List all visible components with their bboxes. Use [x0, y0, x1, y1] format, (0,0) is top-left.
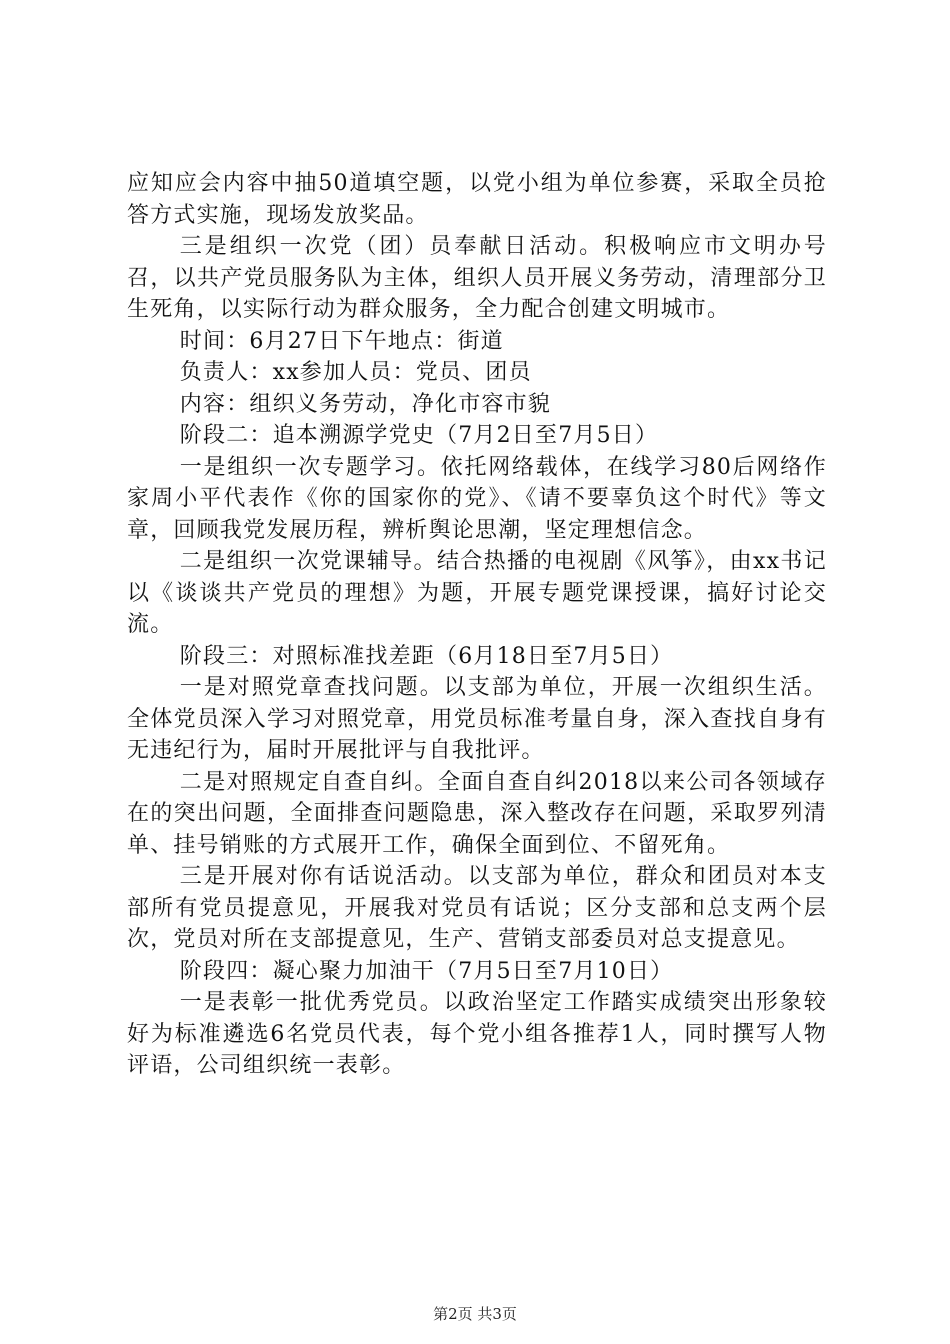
section-heading-stage-3: 阶段三：对照标准找差距（6月18日至7月5日） [179, 643, 674, 669]
paragraph-8: 二是组织一次党课辅导。结合热播的电视剧《风筝》，由xx书记以《谈谈共产党员的理想》为题，开展专题党课授课，搞好讨论交流。 [127, 549, 827, 637]
paragraph-1: 应知应会内容中抽50道填空题，以党小组为单位参赛，采取全员抢答方式实施，现场发放奖品。 [127, 171, 827, 228]
paragraph-7: 一是组织一次专题学习。依托网络载体，在线学习80后网络作家周小平代表作《你的国家你的党》、《请不要辜负这个时代》等文章，回顾我党发展历程，辨析舆论思潮，坚定理想信念。 [127, 454, 827, 543]
paragraph-12: 三是开展对你有话说活动。以支部为单位，群众和团员对本支部所有党员提意见，开展我对党员有话说；区分支部和总支两个层次，党员对所在支部提意见，生产、营销支部委员对总支提意见。 [127, 864, 827, 952]
paragraph-5: 内容：组织义务劳动，净化市容市貌 [179, 391, 551, 417]
page-footer: 第2页 共3页 [433, 1305, 517, 1323]
paragraph-3: 时间：6月27日下午地点：街道 [179, 328, 504, 354]
paragraph-10: 一是对照党章查找问题。以支部为单位，开展一次组织生活。全体党员深入学习对照党章，用党员标准考量自身，深入查找自身有无违纪行为，届时开展批评与自我批评。 [127, 675, 827, 763]
section-heading-stage-4: 阶段四：凝心聚力加油干（7月5日至7月10日） [179, 958, 674, 984]
paragraph-4: 负责人：xx参加人员：党员、团员 [179, 360, 532, 385]
document-body [127, 168, 827, 1082]
section-heading-stage-2: 阶段二：追本溯源学党史（7月2日至7月5日） [179, 423, 659, 448]
paragraph-14: 一是表彰一批优秀党员。以政治坚定工作踏实成绩突出形象较好为标准遴选6名党员代表，每个党小组各推荐1人，同时撰写人物评语，公司组织统一表彰。 [127, 990, 827, 1078]
paragraph-11: 二是对照规定自查自纠。全面自查自纠2018以来公司各领域存在的突出问题，全面排查问题隐患，深入整改存在问题，采取罗列清单、挂号销账的方式展开工作，确保全面到位、不留死角。 [127, 769, 827, 858]
paragraph-2: 三是组织一次党（团）员奉献日活动。积极响应市文明办号召，以共产党员服务队为主体，组织人员开展义务劳动，清理部分卫生死角，以实际行动为群众服务，全力配合创建文明城市。 [127, 234, 827, 322]
